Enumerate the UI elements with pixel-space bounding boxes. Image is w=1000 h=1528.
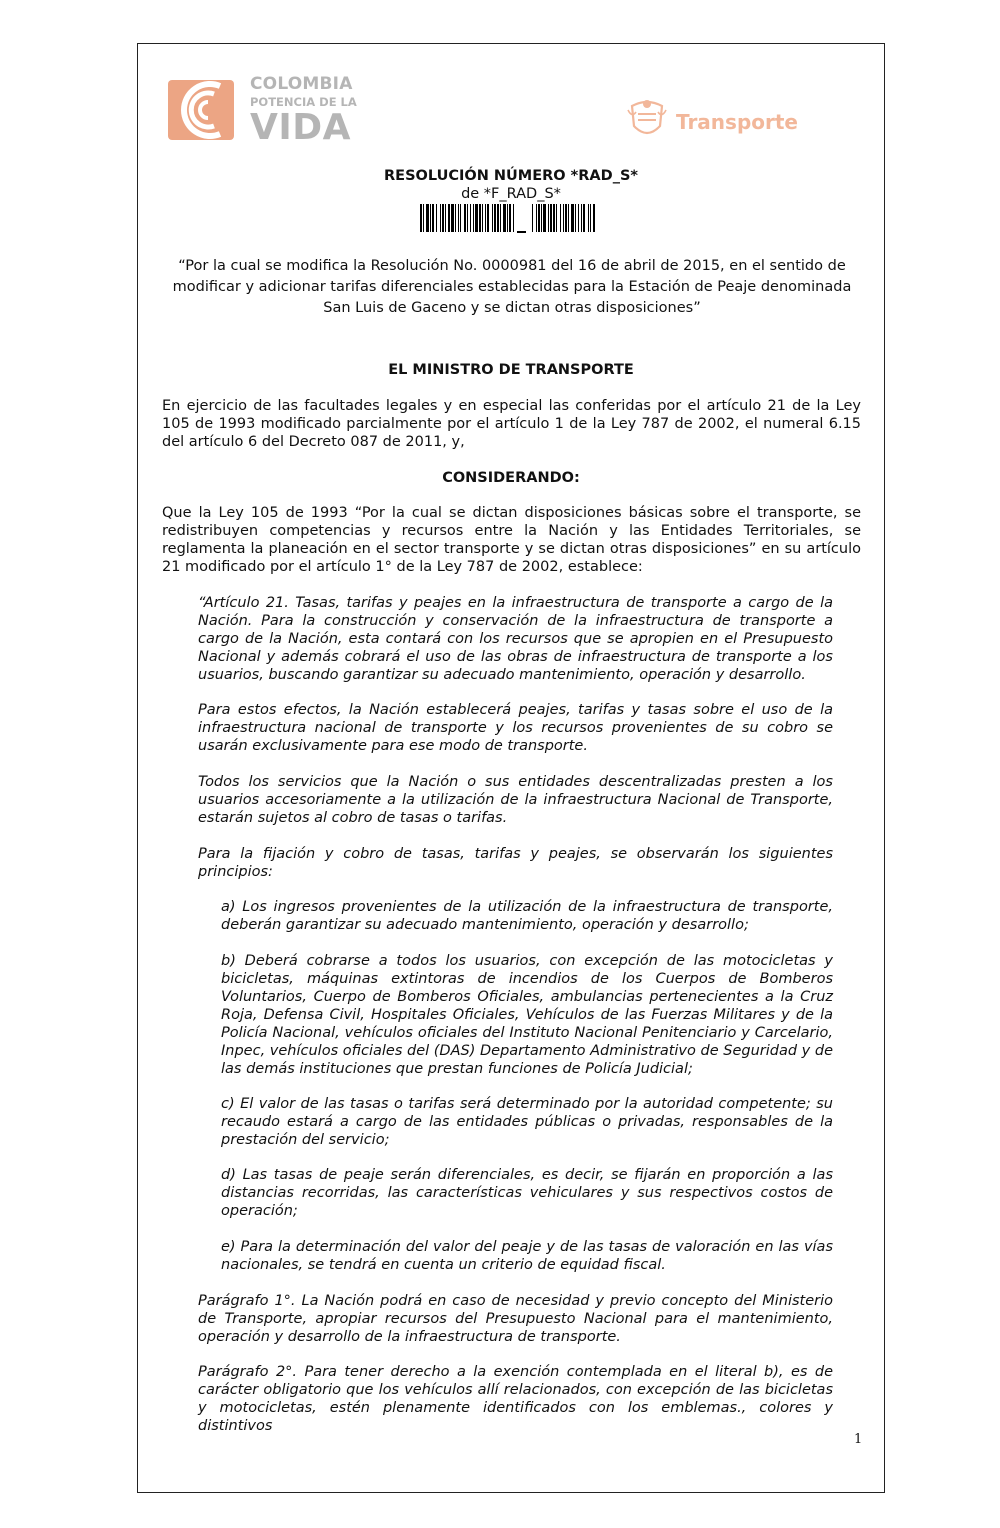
minister-heading: EL MINISTRO DE TRANSPORTE (388, 362, 634, 378)
paragraph-2-clause: Parágrafo 2°. Para tener derecho a la exención contemplada en el literal b), es de carácter obligatorio que los vehículos allí relacionados, con excepción de las bicicletas y motocicletas, estén plenamente identificados con los emblemas., colores y distintivos (198, 1364, 833, 1434)
legal-powers-paragraph: En ejercicio de las facultades legales y en especial las conferidas por el artículo 21 de la Ley 105 de 1993 modificado parcialmente por el artículo 1 de la Ley 787 de 2002, el numeral 6.15 del artículo 6 del Decreto 087 de 2011, y, (162, 398, 861, 450)
colombia-logo-text (250, 76, 357, 146)
resolution-subject: “Por la cual se modifica la Resolución No. 0000981 del 16 de abril de 2015, en el sentido de modificar y adicionar tarifas diferenciales establecidas para la Estación de Peaje denominada San Luis de Gaceno y se dictan otras disposiciones” (172, 258, 852, 316)
principle-item-e: e) Para la determinación del valor del peaje y de las tasas de valoración en las vías nacionales, se tendrá en cuenta un criterio de equidad fiscal. (221, 1239, 833, 1273)
considering-intro-paragraph: Que la Ley 105 de 1993 “Por la cual se dictan disposiciones básicas sobre el transporte, se redistribuyen competencias y recursos entre la Nación y las Entidades Territoriales, se reglamenta la planeación en el sector transporte y se dictan otras disposiciones” en su artículo 21 modificado por el artículo 1° de la Ley 787 de 2002, establece: (162, 505, 861, 575)
document-page (137, 43, 885, 1493)
coat-of-arms-icon (626, 96, 668, 142)
resolution-date: de *F_RAD_S* (461, 186, 561, 202)
quote-paragraph-1: “Artículo 21. Tasas, tarifas y peajes en la infraestructura de transporte a cargo de la Nación. Para la construcción y conservación de la infraestructura de transporte a cargo de la Nación, esta contará con los recursos que se apropien en el Presupuesto Nacional y además cobrará el uso de las obras de infraestructura de transporte a los usuarios, buscando garantizar su adecuado mantenimiento, operación y desarrollo. (198, 595, 833, 683)
transporte-logo-text: Transporte (676, 110, 798, 134)
principle-item-a: a) Los ingresos provenientes de la utilización de la infraestructura de transporte, deberán garantizar su adecuado mantenimiento, operación y desarrollo; (221, 899, 833, 933)
colombia-logo-icon (168, 76, 240, 144)
colombia-potencia-de-la-vida-logo (168, 74, 358, 148)
logo-line-1: COLOMBIA (250, 74, 353, 94)
principle-item-d: d) Las tasas de peaje serán diferenciales, es decir, se fijarán en proporción a las distancias recorridas, las características vehiculares y sus respectivos costos de operación; (221, 1167, 833, 1219)
resolution-header (138, 168, 884, 202)
paragraph-1-clause: Parágrafo 1°. La Nación podrá en caso de necesidad y previo concepto del Ministerio de Transporte, apropiar recursos del Presupuesto Nacional para el mantenimiento, operación y desarrollo de la infraestructura de transporte. (198, 1293, 833, 1345)
barcode (420, 204, 596, 234)
principle-item-c: c) El valor de las tasas o tarifas será determinado por la autoridad competente; su recaudo estará a cargo de las entidades públicas o privadas, responsables de la prestación del servicio; (221, 1096, 833, 1148)
logo-line-3: VIDA (250, 106, 351, 148)
quote-paragraph-2: Para estos efectos, la Nación establecerá peajes, tarifas y tasas sobre el uso de la infraestructura nacional de transporte y los recursos provenientes de su cobro se usarán exclusivamente para ese modo de transporte. (198, 702, 833, 754)
principle-item-b: b) Deberá cobrarse a todos los usuarios, con excepción de las motocicletas y bicicletas, máquinas extintoras de incendios de los Cuerpos de Bomberos Voluntarios, Cuerpo de Bomberos Oficiales, ambulancias pertenecientes a la Cruz Roja, Defensa Civil, Hospitales Oficiales, Vehículos de las Fuerzas Militares y de la Policía Nacional, vehículos oficiales del Instituto Nacional Penitenciario y Carcelario, Inpec, vehículos oficiales del (DAS) Departamento Administrativo de Seguridad y de las demás instituciones que prestan funciones de Policía Judicial; (221, 953, 833, 1077)
considering-heading: CONSIDERANDO: (442, 470, 580, 486)
quote-paragraph-4: Para la fijación y cobro de tasas, tarifas y peajes, se observarán los siguientes principios: (198, 846, 833, 880)
resolution-title: RESOLUCIÓN NÚMERO *RAD_S* (384, 168, 638, 184)
page-number: 1 (854, 1432, 863, 1447)
quote-paragraph-3: Todos los servicios que la Nación o sus entidades descentralizadas presten a los usuarios accesoriamente a la utilización de la infraestructura Nacional de Transporte, estarán sujetos al cobro de tasas o tarifas. (198, 774, 833, 826)
ministerio-transporte-logo (626, 96, 796, 146)
logo-line-2: POTENCIA DE LA (250, 95, 357, 109)
